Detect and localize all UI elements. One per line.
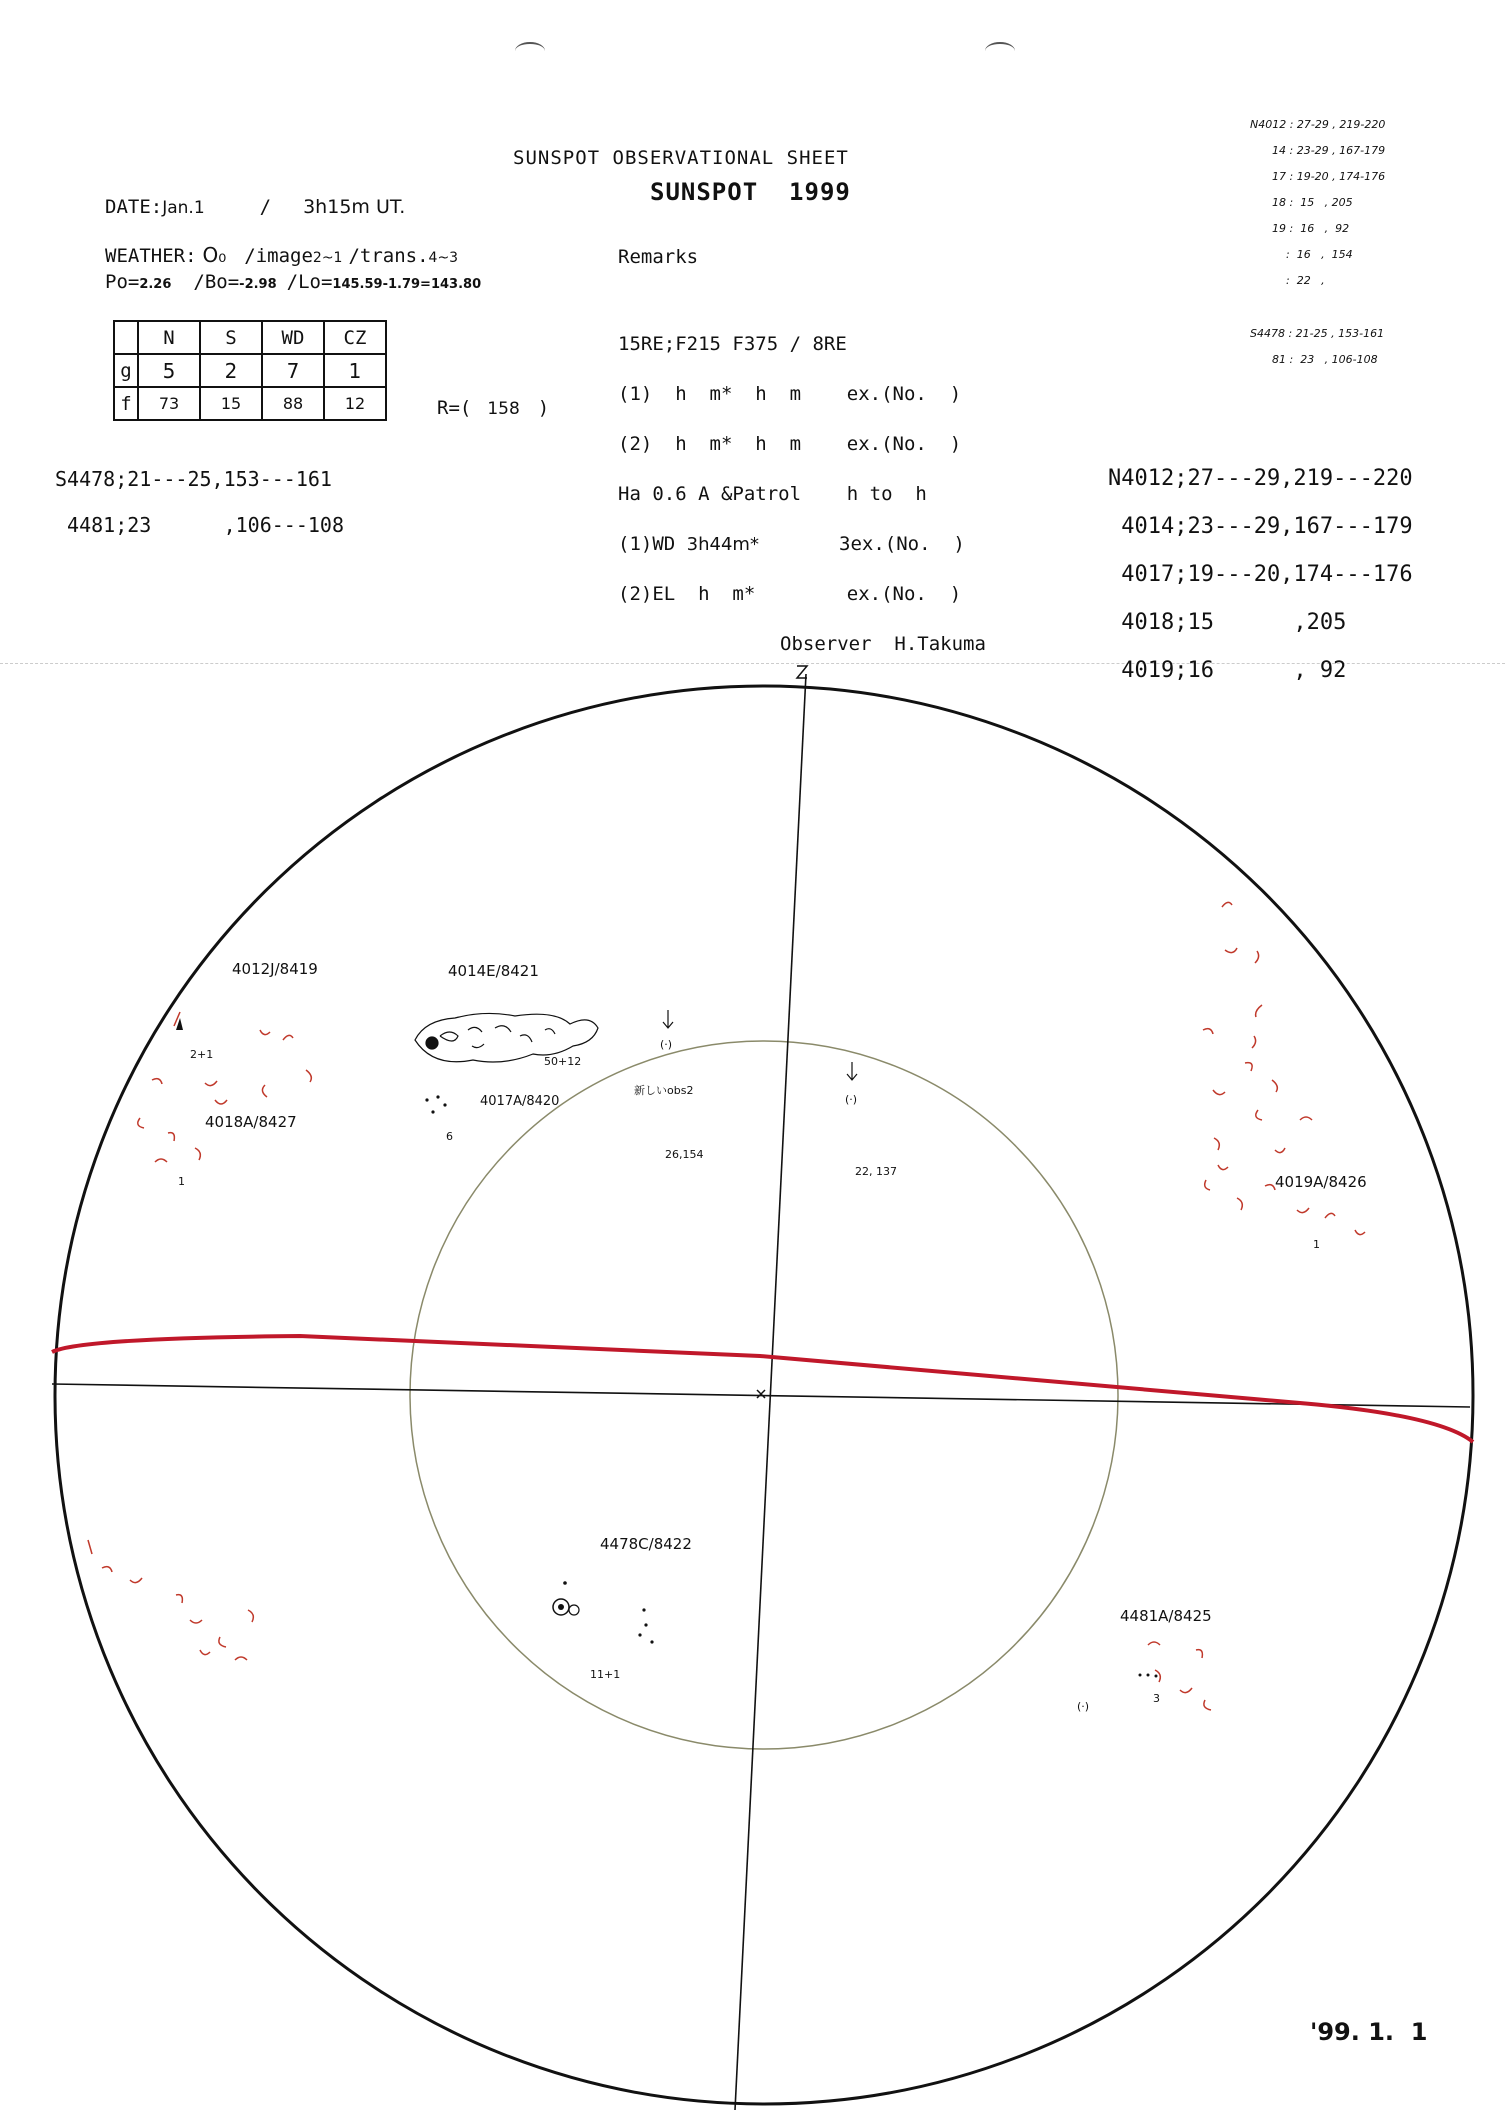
list-item: S4478;21---25,153---161 bbox=[55, 467, 332, 491]
weather-value: O₀ bbox=[202, 243, 227, 267]
time-value: 3h15m UT. bbox=[303, 196, 406, 218]
remarks-spacer bbox=[618, 295, 986, 307]
remarks-line-1: (1) h m* h m ex.(No. ) bbox=[618, 383, 962, 405]
weather-row bbox=[105, 243, 458, 267]
list-item: N4012;27---29,219---220 bbox=[1108, 466, 1413, 491]
label-count-4017: 6 bbox=[446, 1130, 453, 1143]
date-separator: / bbox=[259, 196, 272, 218]
bo-value: -2.98 bbox=[239, 277, 277, 292]
remarks-title: Remarks bbox=[618, 246, 699, 268]
solar-equator-line bbox=[52, 1336, 1473, 1442]
r-label: R=( bbox=[437, 397, 472, 419]
label-count-4019: 1 bbox=[1313, 1238, 1320, 1251]
row-label: f bbox=[114, 387, 138, 420]
column-header: WD bbox=[262, 321, 324, 354]
column-header: S bbox=[200, 321, 262, 354]
r-close: ) bbox=[537, 397, 550, 419]
date-value: Jan.1 bbox=[162, 198, 205, 218]
solar-disk-drawing bbox=[0, 660, 1505, 2120]
corner-note: 19 : 16 , 92 bbox=[1272, 222, 1350, 235]
list-item: 4019;16 , 92 bbox=[1108, 658, 1347, 683]
wd-suffix: 3ex.(No. ) bbox=[758, 533, 965, 555]
label-point-3: (·) bbox=[1077, 1700, 1090, 1713]
trans-value: 4~3 bbox=[428, 250, 459, 266]
corner-note: : 16 , 154 bbox=[1286, 248, 1353, 261]
corner-note: 14 : 23-29 , 167-179 bbox=[1272, 144, 1386, 157]
list-item: 4014;23---29,167---179 bbox=[1108, 514, 1413, 539]
sheet-title: SUNSPOT OBSERVATIONAL SHEET bbox=[513, 147, 849, 169]
po-value: 2.26 bbox=[139, 277, 172, 292]
table-cell: 12 bbox=[324, 387, 386, 420]
central-meridian bbox=[735, 674, 806, 2110]
south-region-list bbox=[55, 445, 344, 560]
table-header-row bbox=[114, 321, 386, 354]
trans-label: /trans. bbox=[348, 245, 429, 267]
label-count-4018: 1 bbox=[178, 1175, 185, 1188]
label-region-4014: 4014E/8421 bbox=[448, 962, 539, 980]
orientation-row bbox=[105, 271, 481, 293]
image-label: /image bbox=[244, 245, 313, 267]
list-item: 4018;15 ,205 bbox=[1108, 610, 1347, 635]
date-label: DATE: bbox=[105, 196, 163, 218]
spot-group-4017 bbox=[425, 1095, 446, 1113]
label-count-4478: 11+1 bbox=[590, 1668, 621, 1681]
row-label: g bbox=[114, 354, 138, 387]
r-value: 158 bbox=[487, 399, 520, 419]
punch-hole-left bbox=[515, 42, 545, 60]
corner-spacer bbox=[1250, 300, 1385, 314]
group-count-table bbox=[113, 320, 387, 421]
label-count-4012: 2+1 bbox=[190, 1048, 214, 1061]
po-label: Po= bbox=[105, 271, 140, 293]
table-cell: 7 bbox=[262, 354, 324, 387]
image-value: 2~1 bbox=[312, 250, 343, 266]
remarks-block bbox=[618, 220, 986, 682]
remarks-el: (2)EL h m* ex.(No. ) bbox=[618, 583, 962, 605]
table-cell: 5 bbox=[138, 354, 200, 387]
spot-group-4478 bbox=[553, 1581, 654, 1643]
weather-label: WEATHER: bbox=[105, 245, 197, 267]
remarks-filters: 15RE;F215 F375 / 8RE bbox=[618, 333, 847, 355]
table-corner-cell bbox=[114, 321, 138, 354]
table-cell: 73 bbox=[138, 387, 200, 420]
column-header: N bbox=[138, 321, 200, 354]
date-row bbox=[105, 196, 405, 218]
label-point-1: (·) bbox=[660, 1038, 673, 1051]
table-cell: 15 bbox=[200, 387, 262, 420]
corner-notes bbox=[1250, 105, 1385, 379]
corner-note: 81 : 23 , 106-108 bbox=[1272, 353, 1378, 366]
table-cell: 88 bbox=[262, 387, 324, 420]
bo-label: /Bo= bbox=[193, 271, 240, 293]
corner-note: : 22 , bbox=[1286, 274, 1325, 287]
corner-note: 17 : 19-20 , 174-176 bbox=[1272, 170, 1386, 183]
table-cell: 2 bbox=[200, 354, 262, 387]
label-count-4014: 50+12 bbox=[544, 1055, 582, 1068]
table-row bbox=[114, 354, 386, 387]
horizontal-axis bbox=[52, 1384, 1470, 1407]
table-row bbox=[114, 387, 386, 420]
lo-value: 145.59-1.79=143.80 bbox=[332, 277, 482, 292]
label-point-2: (·) bbox=[845, 1093, 858, 1106]
wd-time: 3h44m* bbox=[686, 534, 759, 555]
label-count-4481: 3 bbox=[1153, 1692, 1160, 1705]
label-region-4012: 4012J/8419 bbox=[232, 960, 318, 978]
observer: Observer H.Takuma bbox=[780, 633, 986, 655]
disk-center-mark bbox=[757, 1390, 765, 1398]
list-item: 4017;19---20,174---176 bbox=[1108, 562, 1413, 587]
spot-group-4481 bbox=[1139, 1674, 1158, 1678]
label-obs: 新しいobs2 bbox=[634, 1084, 694, 1097]
remarks-line-2: (2) h m* h m ex.(No. ) bbox=[618, 433, 962, 455]
list-item: 4481;23 ,106---108 bbox=[55, 513, 344, 537]
column-header: CZ bbox=[324, 321, 386, 354]
label-region-4019: 4019A/8426 bbox=[1275, 1173, 1367, 1191]
punch-hole-right bbox=[985, 42, 1015, 60]
label-coord-22: 22, 137 bbox=[855, 1165, 897, 1178]
corner-note: 18 : 15 , 205 bbox=[1272, 196, 1353, 209]
r-number-row bbox=[437, 397, 549, 419]
label-region-4481: 4481A/8425 bbox=[1120, 1607, 1212, 1625]
label-region-4017: 4017A/8420 bbox=[480, 1094, 560, 1109]
sheet-subtitle: SUNSPOT 1999 bbox=[650, 178, 851, 206]
wd-prefix: (1)WD bbox=[618, 533, 687, 555]
corner-note: N4012 : 27-29 , 219-220 bbox=[1250, 118, 1386, 131]
label-coord-26: 26,154 bbox=[665, 1148, 704, 1161]
footer-date-stamp: '99. 1. 1 bbox=[1310, 2018, 1428, 2046]
corner-note: S4478 : 21-25 , 153-161 bbox=[1250, 327, 1385, 340]
remarks-wd bbox=[618, 532, 986, 557]
lo-label: /Lo= bbox=[286, 271, 333, 293]
label-region-4018: 4018A/8427 bbox=[205, 1113, 297, 1131]
north-label bbox=[790, 652, 791, 653]
table-cell: 1 bbox=[324, 354, 386, 387]
remarks-ha: Ha 0.6 A &Patrol h to h bbox=[618, 483, 927, 505]
label-region-4478: 4478C/8422 bbox=[600, 1535, 692, 1553]
arrow-markers bbox=[663, 1010, 857, 1080]
